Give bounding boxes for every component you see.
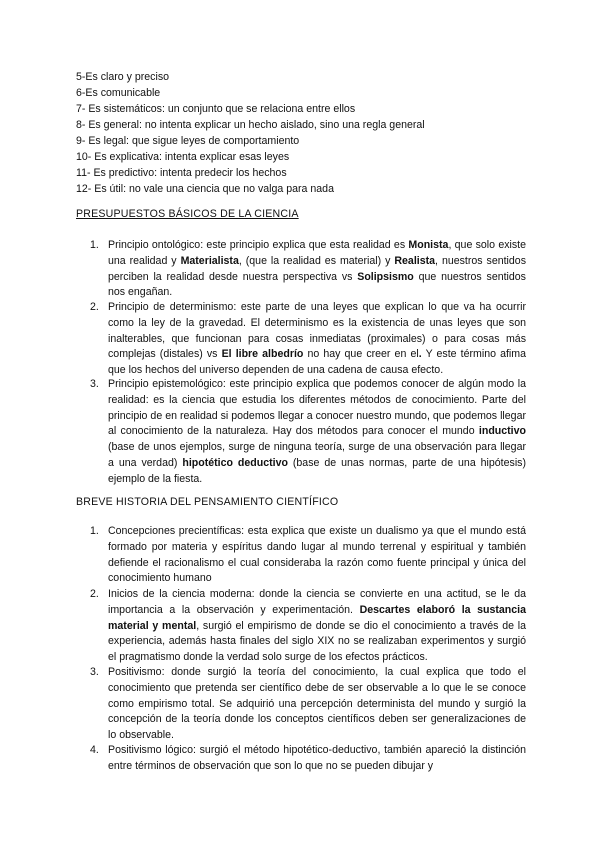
item-number: 2.	[90, 588, 99, 600]
list-item: 12- Es útil: no vale una ciencia que no valga para nada	[76, 183, 334, 195]
item-text: Inicios de la ciencia moderna: donde la ciencia se convierte en una actitud, se le da importancia a la observación y experimentación. Descartes elaboró la sustancia material y mental, surgió el empirismo de donde se dio el conocimiento a través de la experiencia, además hasta finales del siglo XIX no se realizaban experimentos y surgió el pragmatismo donde la verdad solo surge de los efectos prácticos.	[108, 588, 526, 664]
item-number: 1.	[90, 239, 99, 251]
list-item: 6-Es comunicable	[76, 87, 161, 99]
item-text: Principio ontológico: este principio explica que esta realidad es Monista, que solo existe una realidad y Materialista, (que la realidad es material) y Realista, nuestros sentidos perciben la realidad desde nuestra perspectiva vs Solipsismo que nuestros sentidos nos engañan.	[108, 239, 526, 299]
list-item: 8- Es general: no intenta explicar un hecho aislado, sino una regla general	[76, 119, 425, 131]
item-number: 4.	[90, 744, 99, 756]
item-text: Concepciones precientíficas: esta explica que existe un dualismo ya que el mundo está formado por materia y espíritus dando lugar al mundo terrenal y espiritual y también defiende el racionalismo el cual consideraba la razón como fuente principal y única del conocimiento humano	[108, 525, 526, 585]
item-number: 3.	[90, 666, 99, 678]
section-heading-historia: BREVE HISTORIA DEL PENSAMIENTO CIENTÍFICO	[76, 496, 339, 508]
list-item: 7- Es sistemáticos: un conjunto que se relaciona entre ellos	[76, 103, 356, 115]
section-heading-presupuestos: PRESUPUESTOS BÁSICOS DE LA CIENCIA	[76, 208, 299, 220]
item-text: Principio de determinismo: este parte de una leyes que explican lo que va ha ocurrir como la ley de la gravedad. El determinismo es la existencia de unas leyes que son inalterables, que funcionan para cosas inmediatas (proximales) o para cosas más complejas (distales) vs El libre albedrío no hay que creer en el. Y este término afima que los hechos del universo dependen de una cadena de causa efecto.	[108, 301, 526, 377]
item-text: Positivismo: donde surgió la teoría del conocimiento, la cual explica que todo el conocimiento que pretenda ser científico debe de ser observable a lo que le se conoce como empirismo total. Se adquirió una percepción determinista del mundo y surgió la concepción de la teoría donde los conceptos científicos deben ser generalizaciones de lo observable.	[108, 666, 526, 742]
item-text: Principio epistemológico: este principio explica que podemos conocer de algún modo la realidad: es la ciencia que estudia los diferentes métodos de conocimiento. Parte del principio de en realidad si podemos llegar a conocer nuestro mundo, que podemos llegar al conocimiento de la naturaleza. Hay dos métodos para conocer el mundo inductivo (base de unos ejemplos, surge de ninguna teoría, surge de una observación para llegar a una verdad) hipotético deductivo (base de unas normas, parte de una hipótesis) ejemplo de la fiesta.	[108, 378, 526, 485]
item-number: 3.	[90, 378, 99, 390]
list-item: 9- Es legal: que sigue leyes de comportamiento	[76, 135, 300, 147]
list-item: 11- Es predictivo: intenta predecir los hechos	[76, 167, 287, 179]
list-item: 5-Es claro y preciso	[76, 71, 170, 83]
item-number: 1.	[90, 525, 99, 537]
item-text: Positivismo lógico: surgió el método hipotético-deductivo, también apareció la distinción entre términos de observación que son lo que no se pueden dibujar y	[108, 744, 526, 772]
item-number: 2.	[90, 301, 99, 313]
list-item: 10- Es explicativa: intenta explicar esas leyes	[76, 151, 290, 163]
